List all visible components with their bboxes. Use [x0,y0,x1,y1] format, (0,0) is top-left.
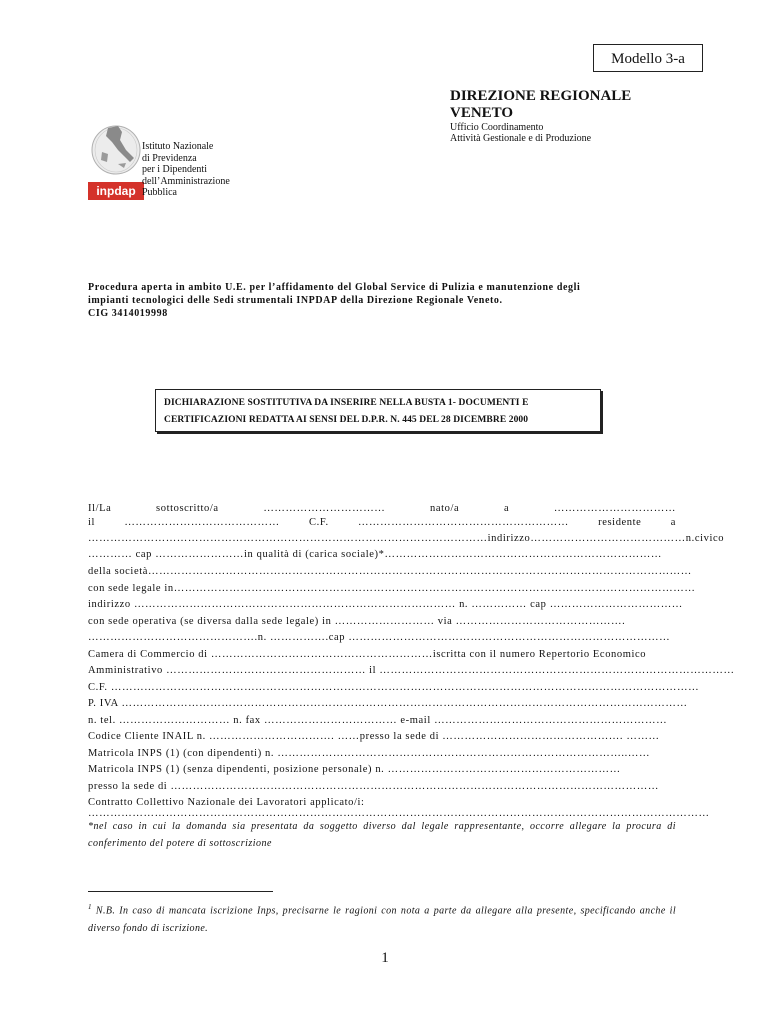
form-label: Il/La [88,503,112,514]
form-row-sede-operativa[interactable]: con sede operativa (se diversa dalla sede legale) in ……………………… via ………………………………………. [88,616,626,627]
procura-note: *nel caso in cui la domanda sia presentata da soggetto diverso dal legale rappresentante, occorre allegare la procura di conferimento del potere di sottoscrizione [88,821,676,849]
form-row-carica[interactable]: ………… cap ……………………in qualità di (carica sociale)*………………………………………………………………… [88,549,662,560]
declaration-line2: CERTIFICAZIONI REDATTA AI SENSI DEL D.P.R. N. 445 DEL 28 DICEMBRE 2000 [164,415,529,425]
form-label: sottoscritto/a [156,503,219,514]
ufficio-line1: Ufficio Coordinamento [450,122,544,133]
istituto-line: di Previdenza [142,152,197,164]
istituto-line: dell’Amministrazione [142,175,230,187]
form-label: indirizzo [487,533,531,544]
istituto-line: Istituto Nazionale [142,141,214,152]
form-label: civico [694,533,725,544]
form-row-inps-personale[interactable]: Matricola INPS (1) (senza dipendenti, posizione personale) n. ……………………………………………………… [88,764,621,775]
procedura-heading [88,281,678,320]
direzione-line1: DIREZIONE REGIONALE [450,88,632,104]
cig-code: CIG 3414019998 [88,308,168,319]
page-number: 1 [381,950,389,966]
modello-label: Modello 3-a [593,44,703,72]
form-blank[interactable]: …………………………………… [530,533,686,544]
procedura-line1: Procedura aperta in ambito U.E. per l’affidamento del Global Service di Pulizia e manutenzione degli [88,282,581,293]
form-blank[interactable]: ……………………………………………………………………………………………… [88,533,488,544]
form-row-cf[interactable]: C.F. …………………………………………………………………………………………………………………………………………… [88,682,700,693]
istituto-line: per i Dipendenti [142,164,207,175]
inpdap-logo [88,106,144,200]
form-label: C.F. [309,517,329,528]
form-label: n. [685,533,695,544]
form-row-piva[interactable]: P. IVA ……………………………………………………………………………………………………………………………………… [88,698,688,709]
form-row-contratto-blank[interactable]: …………………………………………………………………………………………………………………………………………………… [88,808,710,819]
form-label: a [670,517,676,528]
form-blank[interactable]: …………………………… [553,503,676,514]
form-row-contratto: Contratto Collettivo Nazionale dei Lavoratori applicato/i: [88,797,365,808]
direzione-title [450,88,670,122]
ufficio-line2: Attività Gestionale e di Produzione [450,133,592,144]
istituto-name [142,141,262,199]
form-row-contacts[interactable]: n. tel. ………………………… n. fax ……………………………… e-mail ……………………………………………………… [88,715,668,726]
logo-word: inpdap [96,184,136,198]
form-row-societa[interactable]: della società………………………………………………………………………………………………………………………………… [88,566,692,577]
footnote-text: N.B. In caso di mancata iscrizione Inps, precisarne le ragioni con nota a parte da allegare alla presente, specificando anche il diverso fondo di iscrizione. [88,905,677,935]
footnote-marker: 1 [88,903,92,911]
declaration-line1: DICHIARAZIONE SOSTITUTIVA DA INSERIRE NELLA BUSTA 1- DOCUMENTI E [164,398,529,408]
istituto-line: Pubblica [142,187,177,198]
direzione-line2: VENETO [450,105,514,121]
form-row-civico[interactable]: ……………………………………….n. …………….cap …………………………………………………………………………… [88,632,671,643]
footnote-divider [88,891,273,892]
form-label: il [88,517,96,528]
form-row-amministrativo[interactable]: Amministrativo ……………………………………………… il …………………………………………………………………………………… [88,665,735,676]
form-row-sede-legale[interactable]: con sede legale in…………………………………………………………………………………………………………………………… [88,583,696,594]
form-label: residente [598,517,642,528]
form-label: nato/a [430,503,460,514]
form-blank[interactable]: …………………………………… [124,517,280,528]
footnote [88,898,676,938]
procedura-line2: impianti tecnologici delle Sedi strumentali INPDAP della Direzione Regionale Veneto. [88,295,503,306]
form-label: a [503,503,510,514]
ufficio-subtitle [450,122,670,144]
form-row-inps-sede[interactable]: presso la sede di …………………………………………………………………………………………………………………… [88,781,659,792]
form-row-camera-commercio[interactable]: Camera di Commercio di ……………………………………………………iscritta con il numero Repertorio Economico [88,649,647,660]
form-row-inps-dipendenti[interactable]: Matricola INPS (1) (con dipendenti) n. …………………………………………………………………………………..…… [88,748,651,759]
form-blank[interactable]: …………………………… [263,503,386,514]
declaration-box [155,389,601,432]
form-row-inail[interactable]: Codice Cliente INAIL n. ……………………………. ……presso la sede di …………………………………………. ……… [88,731,660,742]
form-blank[interactable]: ………………………………………………… [357,517,569,528]
form-row-indirizzo[interactable]: indirizzo …………………………………………………………………………… n. …………… cap ……………………………… [88,599,683,610]
